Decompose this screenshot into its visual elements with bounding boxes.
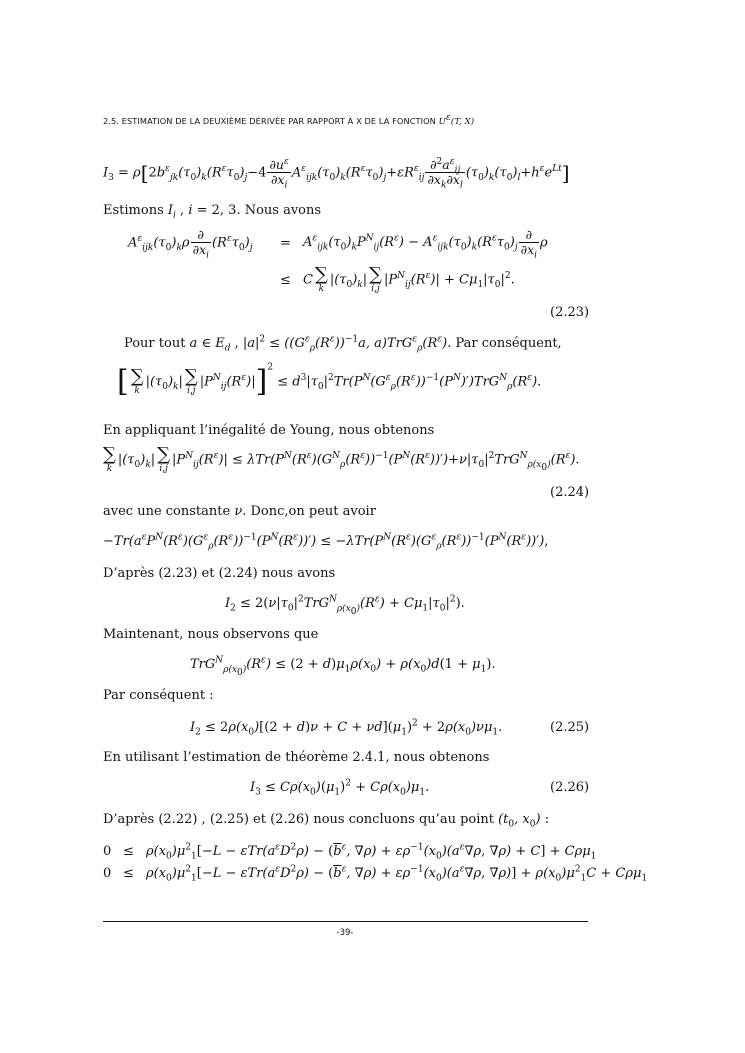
equation-2-24: ∑ k $|(\tau_0)_k|$ ∑ i,j $|P^N_{ij}(R^\varepsilon)| \le \lambda Tr(P^N(R^\varepsilon)(G^N_\rho(R^\varepsilon))^{-1}(P^N(R^\varepsilon))')+\nu|\tau_0|^2TrG^N_{\rho(x_0)}(R^\varepsilon)$.	[103, 444, 580, 474]
final-line-2-leq: ≤	[123, 866, 134, 881]
text-young: En appliquant l’inégalité de Young, nous obtenons	[103, 423, 435, 438]
final-line-2: $\rho(x_0)\mu^2_1[-L - \varepsilon Tr(a^\varepsilon D^2\rho) - (\overline{b}^\varepsilon$, $\nabla\rho) + \varepsilon\rho^{-1}(x_0)(a^\varepsilon\nabla\rho$, $\nabla\rho)] + \rho(x_0)\mu^2_1C + C\rho\mu_1$	[146, 864, 648, 884]
equation-number-2-23: (2.23)	[550, 305, 590, 320]
text-pour-tout: Pour tout a ∈ $E_d$ , $|a|^2 \le ((G^\varepsilon_\rho(R^\varepsilon))^{-1}a$, $a)TrG^\varepsilon_\rho(R^\varepsilon)$. Par conséquent,	[124, 334, 562, 354]
equation-2-23-line-1-rhs: $A^\varepsilon_{ijk}(\tau_0)_kP^N_{ij}(R^\varepsilon) - A^\varepsilon_{ijk}(\tau_0)_k(R^\varepsilon\tau_0)_j$ $\frac{\partial}{\partial x_i}$ ρ	[303, 227, 548, 261]
equation-2-26: $I_3 \le C\rho(x_0)(\mu_1)^2 + C\rho(x_0)\mu_1$.	[250, 778, 430, 798]
equation-2-23-line-2: C ∑ k $|(\tau_0)_k|$ ∑ i,j $|P^N_{ij}(R^\varepsilon)| + C\mu_1|\tau_0|^2$.	[303, 264, 515, 294]
equation-trace-inequality: $-Tr(a^\varepsilon P^N(R^\varepsilon)(G^\varepsilon_\rho(R^\varepsilon))^{-1}(P^N(R^\varepsilon))') \le -\lambda Tr(P^N(R^\varepsilon)(G^\varepsilon_\rho(R^\varepsilon))^{-1}(P^N(R^\varepsilon))')$,	[103, 532, 549, 552]
equation-2-23-line-1: $A^\varepsilon_{ijk}(\tau_0)_k\rho$ $\frac{\partial}{\partial x_i}$ $(R^\varepsilon\tau_0)_j$	[128, 227, 253, 261]
footer-rule	[103, 921, 588, 922]
final-line-1-zero: 0	[103, 844, 112, 859]
text-dapres-1: D’après (2.23) et (2.24) nous avons	[103, 566, 336, 581]
text-utilisant: En utilisant l’estimation de théorème 2.4.1, nous obtenons	[103, 750, 490, 765]
equation-trg-bound: $TrG^N_{\rho(x_0)}(R^\varepsilon) \le (2 + d)\mu_1\rho(x_0) + \rho(x_0)d(1 + \mu_1)$.	[190, 655, 496, 678]
text-estimons: Estimons $I_i$ , i = 2, 3. Nous avons	[103, 203, 322, 221]
final-line-1: $\rho(x_0)\mu^2_1[-L - \varepsilon Tr(a^\varepsilon D^2\rho) - (\overline{b}^\varepsilon$, $\nabla\rho) + \varepsilon\rho^{-1}(x_0)(a^\varepsilon\nabla\rho$, ∇ρ) + C] + Cρμ$_1$	[146, 842, 597, 862]
page-number: -39-	[336, 928, 354, 938]
equation-number-2-26: (2.26)	[550, 780, 590, 795]
equation-squared-sum-bound: [ ∑ k $|(\tau_0)_k|$ ∑ i,j $|P^N_{ij}(R^\varepsilon)|]^2 \le d^3|\tau_0|^2Tr(P^N(G^\varepsilon_\rho(R^\varepsilon))^{-1}(P^N)')TrG^N_\rho(R^\varepsilon)$.	[117, 362, 542, 399]
final-line-1-leq: ≤	[123, 844, 134, 859]
running-header	[103, 113, 475, 127]
final-line-2-zero: 0	[103, 866, 112, 881]
header-title: 2.5. ESTIMATION DE LA DEUXIÈME DÉRIVÉE PAR RAPPORT À X DE LA FONCTION	[103, 116, 436, 126]
text-dapres-2: D’après (2.22) , (2.25) et (2.26) nous concluons qu’au point ($t_0$, $x_0$) :	[103, 812, 550, 830]
equation-2-23-leq-sign: ≤	[280, 273, 291, 288]
text-avec-constante: avec une constante ν. Donc,on peut avoir	[103, 504, 376, 519]
text-maintenant: Maintenant, nous observons que	[103, 627, 319, 642]
header-function: $U^\varepsilon(T$, X)	[438, 113, 475, 127]
equation-i3-definition: $I_3 = \rho[2b^\varepsilon_{jk}(\tau_0)_k(R^\varepsilon\tau_0)_j-4$ $\frac{\partial u^\varepsilon}{\partial x_i}$ $A^\varepsilon_{ijk}(\tau_0)_k(R^\varepsilon\tau_0)_j+\varepsilon R^\varepsilon_{ij}$ $\frac{\partial^2a^\varepsilon_{ij}}{\partial x_k\partial x_l}$ $(\tau_0)_k(\tau_0)_l+h^\varepsilon e^{Lt}$]	[103, 156, 570, 191]
text-par-consequent: Par conséquent :	[103, 688, 214, 703]
equation-i2-bound: $I_2 \le 2(\nu|\tau_0|^2TrG^N_{\rho(x_0)}(R^\varepsilon) + C\mu_1|\tau_0|^2)$.	[225, 594, 465, 617]
equation-number-2-24: (2.24)	[550, 485, 590, 500]
equation-2-23-eq-sign: =	[280, 236, 291, 251]
equation-number-2-25: (2.25)	[550, 720, 590, 735]
equation-2-25: $I_2 \le 2\rho(x_0)[(2 + d)\nu + C + \nu d](\mu_1)^2 + 2\rho(x_0)\nu\mu_1$.	[190, 718, 503, 738]
